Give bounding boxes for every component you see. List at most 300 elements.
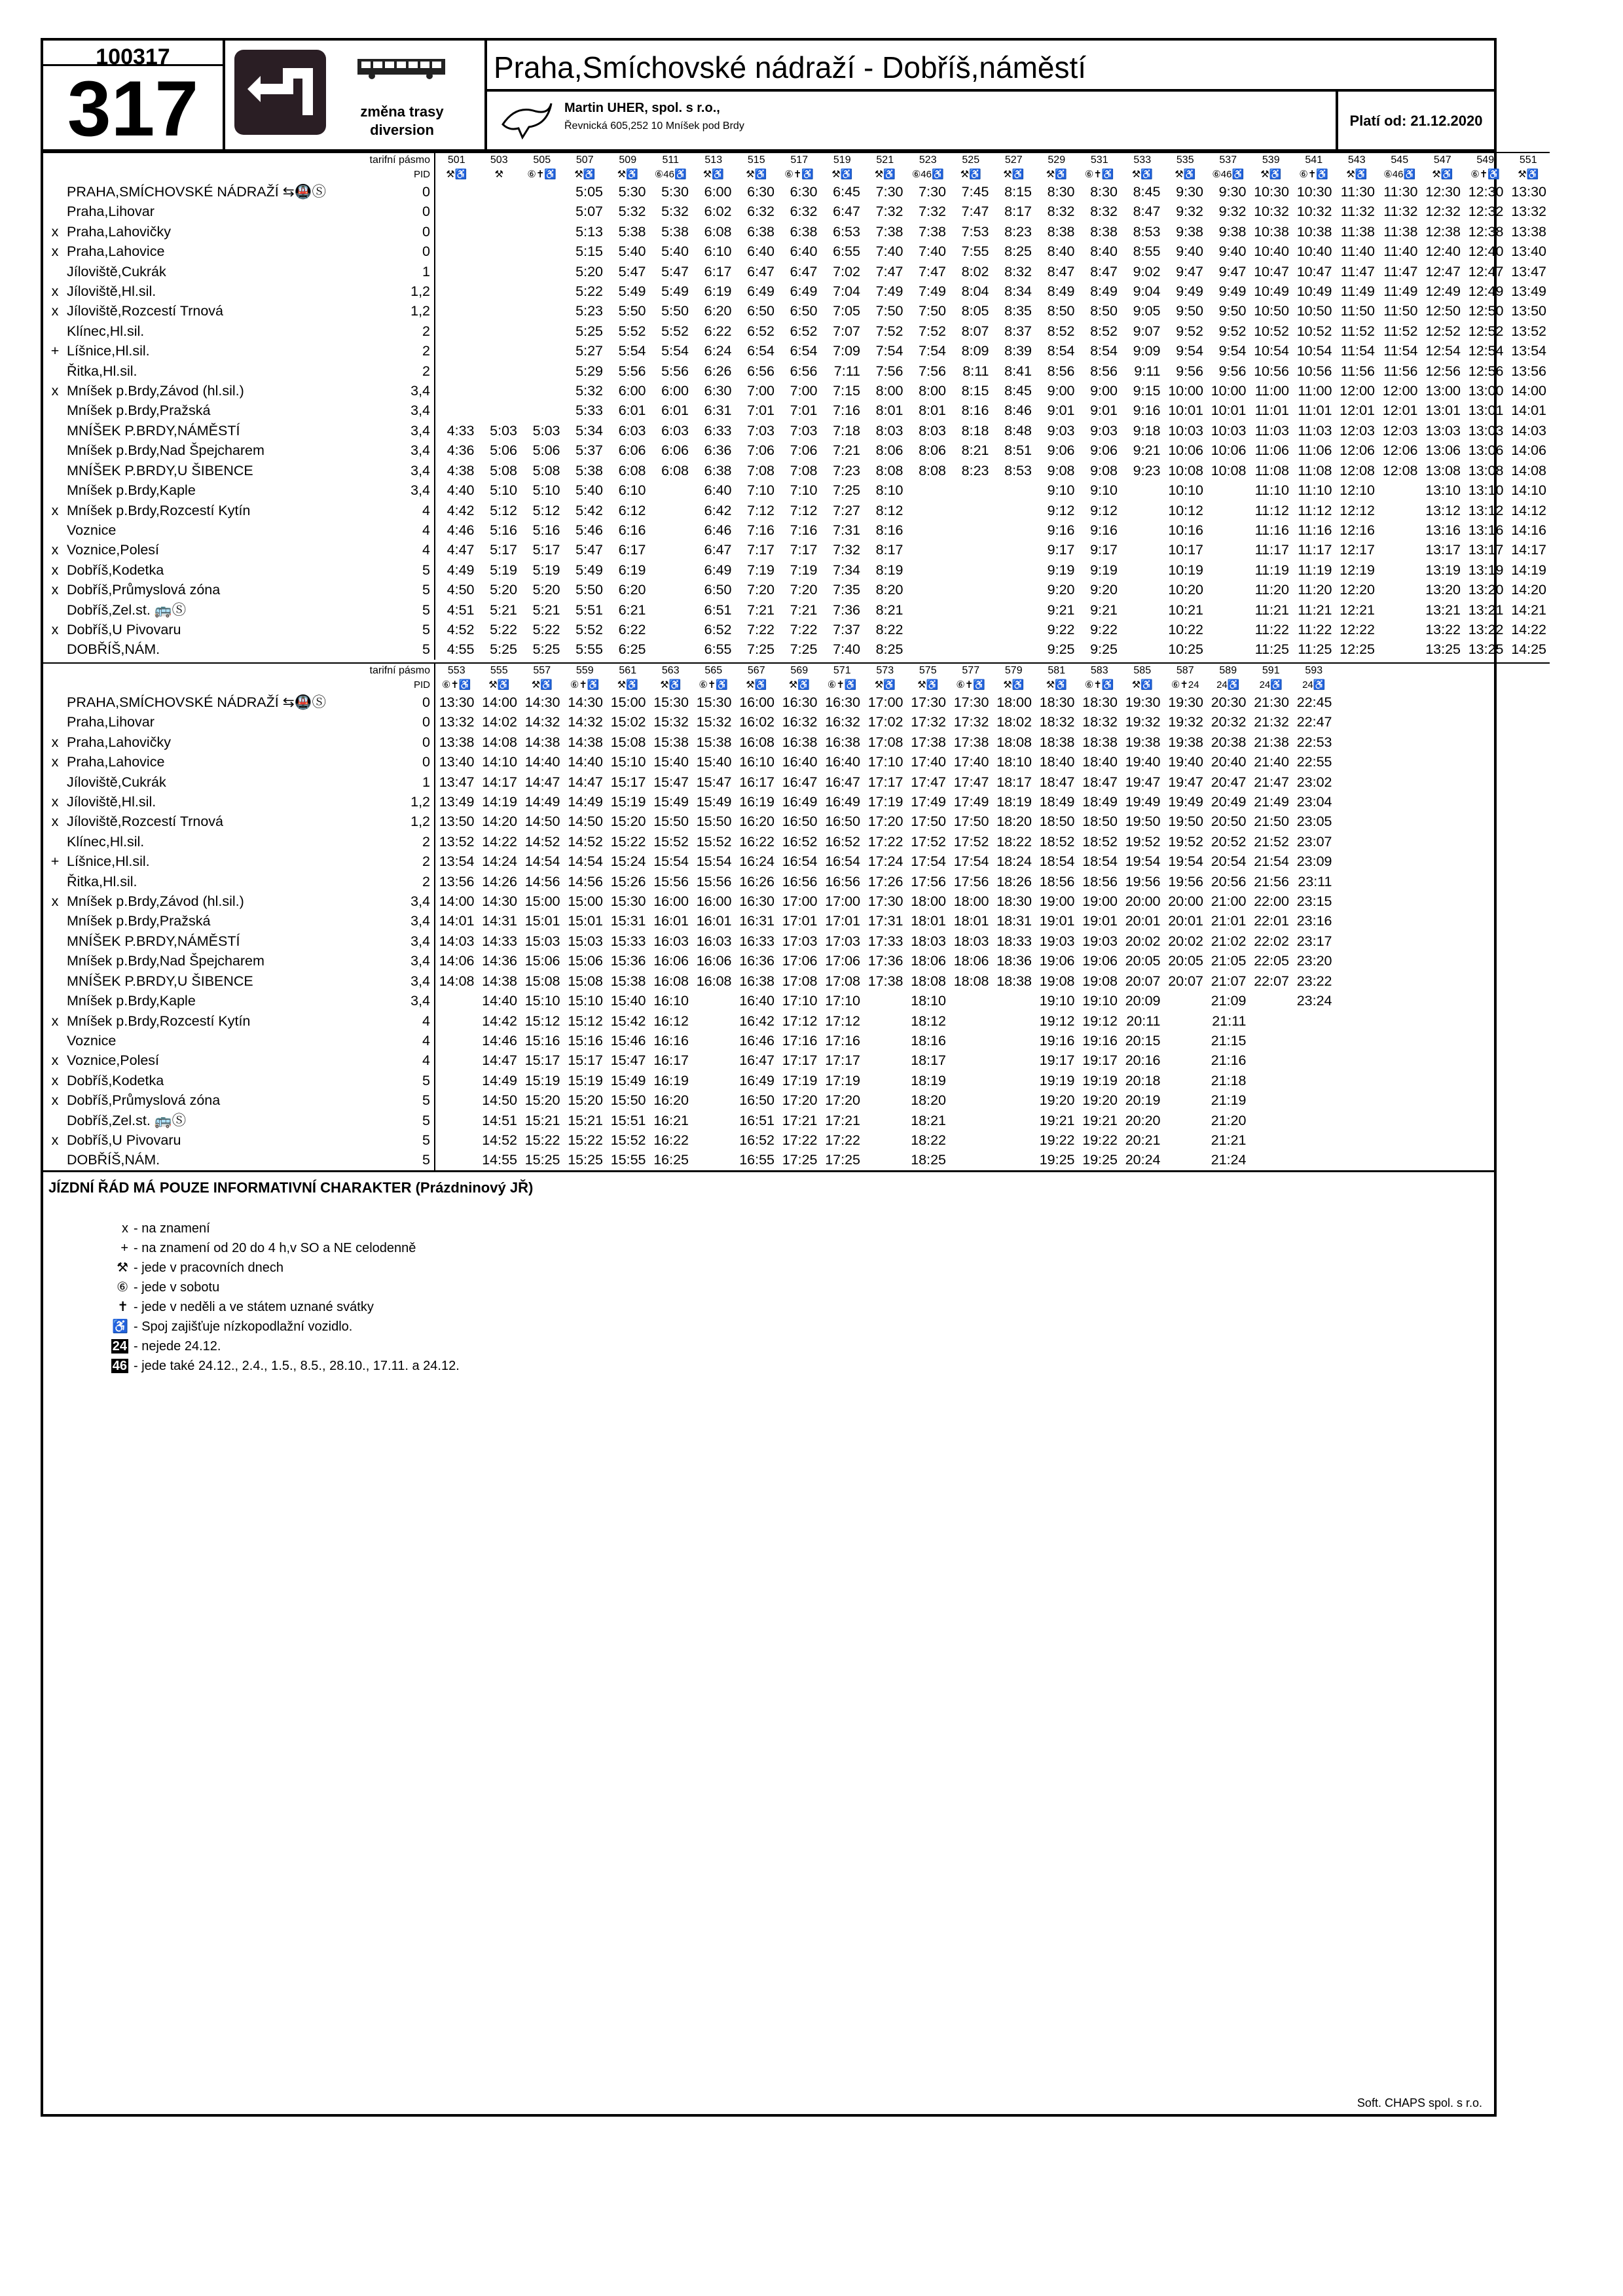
departure-time: 9:32 — [1176, 204, 1204, 220]
departure-time: 17:20 — [825, 1092, 861, 1109]
departure-time: 16:56 — [782, 873, 818, 889]
departure-time: 19:12 — [1082, 1013, 1118, 1029]
departure-time: 15:00 — [524, 893, 560, 910]
departure-time — [1336, 1011, 1379, 1031]
departure-time: 14:02 — [482, 714, 518, 730]
departure-time: 18:06 — [911, 953, 947, 969]
trip-number: 541 — [1292, 152, 1336, 168]
departure-time: 8:45 — [1133, 184, 1161, 200]
departure-time: 8:23 — [1004, 223, 1032, 240]
departure-time — [478, 202, 521, 221]
departure-time: 5:22 — [532, 621, 560, 637]
table-row — [43, 911, 1550, 931]
departure-time: 15:10 — [568, 993, 604, 1009]
trip-code: ⚒♿ — [1003, 169, 1025, 180]
departure-time: 7:27 — [833, 502, 861, 518]
table-row — [43, 712, 1550, 732]
departure-time: 12:06 — [1340, 442, 1376, 459]
departure-time: 5:38 — [618, 223, 646, 240]
departure-time — [1292, 1150, 1336, 1170]
departure-time: 15:40 — [653, 754, 689, 770]
departure-time: 8:17 — [875, 542, 903, 558]
departure-time: 5:20 — [490, 582, 518, 598]
stop-name: Dobříš,Zel.st. 🚌Ⓢ — [67, 1112, 187, 1128]
departure-time: 6:47 — [704, 542, 732, 558]
stop-name: Řitka,Hl.sil. — [67, 363, 137, 379]
departure-time: 9:17 — [1047, 542, 1075, 558]
departure-time — [993, 600, 1036, 620]
trip-number: 555 — [478, 663, 521, 678]
departure-time: 19:56 — [1125, 873, 1161, 889]
trip-number — [1464, 663, 1507, 678]
trip-code: ⚒♿ — [702, 169, 724, 180]
mark-cell — [43, 678, 67, 692]
departure-time: 17:10 — [782, 993, 818, 1009]
departure-time — [1507, 931, 1550, 951]
departure-time: 19:38 — [1168, 734, 1204, 750]
departure-time: 5:47 — [661, 263, 689, 279]
departure-time: 14:22 — [1511, 621, 1547, 637]
departure-time: 16:49 — [739, 1072, 775, 1088]
departure-time: 7:47 — [961, 204, 989, 220]
departure-time — [1207, 600, 1250, 620]
departure-time: 15:40 — [696, 754, 732, 770]
departure-time: 15:49 — [696, 794, 732, 810]
departure-time — [435, 401, 478, 420]
trip-code: ⚒♿ — [917, 679, 939, 691]
departure-time: 6:52 — [790, 323, 818, 339]
departure-time: 13:38 — [1511, 223, 1547, 240]
table-row — [43, 1031, 1550, 1050]
departure-time: 8:25 — [1004, 243, 1032, 260]
departure-time: 14:40 — [482, 993, 518, 1009]
trip-number: 515 — [735, 152, 778, 168]
stop-mark: x — [51, 1013, 59, 1029]
departure-time — [1464, 931, 1507, 951]
departure-time: 16:08 — [696, 973, 732, 989]
departure-time — [1464, 1111, 1507, 1130]
departure-time: 23:05 — [1296, 814, 1332, 830]
departure-time: 15:26 — [610, 873, 646, 889]
trip-number: 561 — [606, 663, 649, 678]
departure-time — [949, 501, 993, 520]
table-row — [43, 991, 1550, 1011]
departure-time: 17:24 — [867, 853, 903, 870]
departure-time: 19:22 — [1082, 1132, 1118, 1148]
departure-time: 19:40 — [1168, 754, 1204, 770]
departure-time: 12:32 — [1468, 204, 1504, 220]
departure-time: 7:16 — [747, 522, 775, 538]
departure-time: 17:02 — [867, 714, 903, 730]
departure-time: 19:47 — [1125, 774, 1161, 790]
departure-time: 12:50 — [1425, 303, 1461, 319]
departure-time: 5:38 — [661, 223, 689, 240]
stop-name: Klínec,Hl.sil. — [67, 323, 145, 339]
table-row — [43, 401, 1550, 420]
departure-time — [1507, 971, 1550, 991]
trip-number: 543 — [1336, 152, 1379, 168]
departure-time: 4:40 — [447, 482, 475, 499]
departure-time: 21:40 — [1254, 754, 1290, 770]
departure-time: 19:32 — [1125, 714, 1161, 730]
departure-time: 5:38 — [575, 462, 604, 478]
trip-code: ⚒♿ — [574, 169, 596, 180]
trip-number: 505 — [520, 152, 564, 168]
departure-time: 13:49 — [1511, 283, 1547, 300]
departure-time — [864, 1130, 907, 1150]
departure-time: 16:51 — [739, 1112, 775, 1128]
departure-time: 16:50 — [825, 814, 861, 830]
departure-time — [478, 262, 521, 281]
departure-time: 15:01 — [524, 913, 560, 929]
departure-time: 20:02 — [1168, 933, 1204, 949]
departure-time: 15:17 — [524, 1052, 560, 1069]
departure-time: 18:20 — [996, 814, 1032, 830]
departure-time: 18:08 — [996, 734, 1032, 750]
departure-time: 18:50 — [1039, 814, 1075, 830]
departure-time — [1378, 772, 1421, 792]
departure-time: 21:05 — [1211, 953, 1247, 969]
departure-time — [1336, 1050, 1379, 1070]
departure-time — [993, 520, 1036, 540]
departure-time — [435, 321, 478, 341]
departure-time — [993, 991, 1036, 1011]
departure-time — [1250, 1090, 1293, 1110]
stop-name: Jíloviště,Hl.sil. — [67, 794, 156, 810]
table-row — [43, 341, 1550, 361]
departure-time: 5:15 — [575, 243, 604, 260]
stop-mark: + — [50, 343, 60, 359]
departure-time: 16:46 — [739, 1032, 775, 1049]
departure-time: 13:21 — [1468, 601, 1504, 618]
departure-time: 13:10 — [1468, 482, 1504, 499]
departure-time — [1336, 712, 1379, 732]
departure-time: 9:52 — [1176, 323, 1204, 339]
departure-time: 6:40 — [747, 243, 775, 260]
departure-time: 17:30 — [911, 694, 947, 710]
departure-time: 20:01 — [1125, 913, 1161, 929]
table-row — [43, 361, 1550, 381]
trip-code — [1378, 678, 1421, 692]
departure-time: 18:24 — [996, 853, 1032, 870]
departure-time: 7:23 — [833, 462, 861, 478]
departure-time — [1421, 792, 1465, 812]
stop-mark — [43, 1111, 67, 1130]
departure-time: 19:10 — [1082, 993, 1118, 1009]
departure-time: 7:05 — [833, 303, 861, 319]
departure-time: 5:19 — [532, 562, 560, 578]
stop-zone: 4 — [401, 1031, 435, 1050]
departure-time — [1421, 1111, 1465, 1130]
departure-time: 10:03 — [1211, 422, 1247, 439]
departure-time: 18:06 — [953, 953, 989, 969]
departure-time: 5:20 — [575, 263, 604, 279]
departure-time: 17:50 — [911, 814, 947, 830]
departure-time — [1507, 1031, 1550, 1050]
departure-time: 19:50 — [1168, 814, 1204, 830]
departure-time: 9:49 — [1176, 283, 1204, 300]
departure-time — [993, 620, 1036, 639]
departure-time: 9:07 — [1133, 323, 1161, 339]
departure-time: 5:21 — [490, 601, 518, 618]
departure-time: 13:32 — [439, 714, 475, 730]
departure-time: 15:08 — [568, 973, 604, 989]
departure-time — [435, 182, 478, 202]
departure-time — [1336, 752, 1379, 772]
mark-cell — [43, 152, 67, 168]
departure-time: 9:02 — [1133, 263, 1161, 279]
departure-time — [1421, 971, 1465, 991]
departure-time: 20:20 — [1125, 1112, 1161, 1128]
departure-time: 16:12 — [653, 1013, 689, 1029]
departure-time: 8:41 — [1004, 363, 1032, 379]
trip-number: 547 — [1421, 152, 1465, 168]
departure-time: 16:10 — [739, 754, 775, 770]
departure-time: 6:32 — [747, 204, 775, 220]
stop-mark: x — [51, 1052, 59, 1069]
departure-time: 9:11 — [1134, 363, 1161, 379]
departure-time: 13:03 — [1425, 422, 1461, 439]
departure-time: 12:20 — [1340, 582, 1376, 598]
departure-time: 8:11 — [962, 363, 989, 379]
table-row — [43, 971, 1550, 991]
line-number: 317 — [43, 64, 223, 151]
departure-time: 16:47 — [825, 774, 861, 790]
departure-time — [1164, 991, 1207, 1011]
departure-time: 20:16 — [1125, 1052, 1161, 1069]
trip-number: 549 — [1464, 152, 1507, 168]
departure-time — [1121, 480, 1164, 500]
departure-time: 15:47 — [610, 1052, 646, 1069]
departure-time — [1507, 712, 1550, 732]
departure-time: 15:55 — [610, 1152, 646, 1168]
departure-time — [907, 620, 950, 639]
departure-time: 4:51 — [447, 601, 475, 618]
departure-time: 18:02 — [996, 714, 1032, 730]
departure-time: 13:00 — [1468, 383, 1504, 399]
departure-time: 12:30 — [1425, 184, 1461, 200]
departure-time: 11:17 — [1298, 542, 1332, 558]
departure-time: 11:25 — [1254, 641, 1290, 658]
departure-time: 18:16 — [911, 1032, 947, 1049]
departure-time: 20:38 — [1211, 734, 1247, 750]
trip-code: ⑥✝♿ — [827, 679, 857, 691]
departure-time: 11:30 — [1383, 184, 1418, 200]
departure-time: 5:51 — [575, 601, 604, 618]
departure-time: 20:07 — [1168, 973, 1204, 989]
stop-zone: 4 — [401, 501, 435, 520]
departure-time: 8:30 — [1090, 184, 1118, 200]
departure-time: 17:17 — [782, 1052, 818, 1069]
departure-time: 7:00 — [747, 383, 775, 399]
departure-time — [1121, 540, 1164, 560]
departure-time: 15:22 — [524, 1132, 560, 1148]
departure-time: 5:55 — [575, 641, 604, 658]
stop-zone: 0 — [401, 732, 435, 752]
departure-time — [1336, 692, 1379, 712]
departure-time: 11:17 — [1254, 542, 1290, 558]
departure-time: 5:50 — [618, 303, 646, 319]
trip-code: ⚒♿ — [960, 169, 981, 180]
departure-time: 11:54 — [1383, 343, 1418, 359]
departure-time: 7:01 — [790, 403, 818, 419]
stop-zone: 2 — [401, 321, 435, 341]
departure-time: 8:22 — [875, 621, 903, 637]
departure-time: 14:56 — [568, 873, 604, 889]
departure-time: 15:25 — [568, 1152, 604, 1168]
departure-time: 18:38 — [1082, 734, 1118, 750]
departure-time: 11:22 — [1298, 621, 1332, 637]
departure-time: 16:52 — [825, 833, 861, 850]
departure-time: 12:56 — [1425, 363, 1461, 379]
trip-code: ⚒ — [494, 169, 503, 180]
departure-time: 15:42 — [610, 1013, 646, 1029]
departure-time — [949, 580, 993, 600]
table-row — [43, 772, 1550, 792]
departure-time: 5:37 — [575, 442, 604, 459]
departure-time: 7:20 — [747, 582, 775, 598]
departure-time: 13:22 — [1425, 621, 1461, 637]
departure-time: 16:56 — [825, 873, 861, 889]
departure-time — [1507, 1071, 1550, 1090]
departure-time — [435, 1031, 478, 1050]
departure-time — [949, 1031, 993, 1050]
departure-time: 7:09 — [833, 343, 861, 359]
departure-time — [692, 1090, 735, 1110]
departure-time: 6:52 — [747, 323, 775, 339]
departure-time: 16:20 — [739, 814, 775, 830]
departure-time — [1378, 1130, 1421, 1150]
departure-time: 22:00 — [1254, 893, 1290, 910]
departure-time: 6:38 — [747, 223, 775, 240]
departure-time: 12:49 — [1425, 283, 1461, 300]
departure-time: 4:47 — [447, 542, 475, 558]
departure-time: 16:52 — [782, 833, 818, 850]
departure-time: 14:50 — [482, 1092, 518, 1109]
timetable-frame — [41, 38, 1547, 2117]
departure-time: 23:07 — [1296, 833, 1332, 850]
departure-time: 10:03 — [1168, 422, 1204, 439]
departure-time — [520, 202, 564, 221]
departure-time: 17:06 — [782, 953, 818, 969]
stop-zone: 1,2 — [401, 301, 435, 321]
departure-time — [1421, 1011, 1465, 1031]
departure-time: 17:03 — [782, 933, 818, 949]
legend-text: - jede v pracovních dnech — [134, 1261, 284, 1275]
stop-name: Voznice,Polesí — [67, 542, 160, 558]
departure-time — [435, 1071, 478, 1090]
departure-time: 11:12 — [1298, 502, 1332, 518]
departure-time: 11:00 — [1254, 383, 1290, 399]
departure-time: 16:30 — [739, 893, 775, 910]
stop-name: Dobříš,U Pivovaru — [67, 1132, 181, 1148]
stop-zone: 0 — [401, 712, 435, 732]
departure-time: 7:19 — [747, 562, 775, 578]
departure-time — [478, 281, 521, 301]
departure-time — [1507, 812, 1550, 831]
trip-number: 593 — [1292, 663, 1336, 678]
departure-time: 10:52 — [1296, 323, 1332, 339]
departure-time: 16:03 — [696, 933, 732, 949]
table-row — [43, 421, 1550, 440]
departure-time: 8:05 — [961, 303, 989, 319]
stop-name: Jíloviště,Rozcestí Trnová — [67, 303, 223, 319]
departure-time: 18:10 — [911, 993, 947, 1009]
trip-number: 553 — [435, 663, 478, 678]
stop-zone: 3,4 — [401, 401, 435, 420]
legend-symbol: + — [120, 1241, 128, 1255]
stop-zone: 4 — [401, 1011, 435, 1031]
departure-time: 17:22 — [867, 833, 903, 850]
departure-time: 17:03 — [825, 933, 861, 949]
departure-time — [1250, 1150, 1293, 1170]
departure-time — [907, 639, 950, 659]
departure-time: 8:01 — [875, 403, 903, 419]
departure-time: 18:33 — [996, 933, 1032, 949]
departure-time: 12:00 — [1340, 383, 1376, 399]
departure-time — [1336, 812, 1379, 831]
departure-time: 23:15 — [1296, 893, 1332, 910]
stop-name: PRAHA,SMÍCHOVSKÉ NÁDRAŽÍ ⇆🚇Ⓢ — [67, 184, 327, 200]
departure-time: 10:50 — [1254, 303, 1290, 319]
departure-time — [949, 540, 993, 560]
stop-mark — [43, 421, 67, 440]
departure-time: 13:50 — [439, 814, 475, 830]
departure-time: 9:12 — [1090, 502, 1118, 518]
departure-time — [1336, 1031, 1379, 1050]
departure-time: 20:40 — [1211, 754, 1247, 770]
departure-time: 9:19 — [1047, 562, 1075, 578]
departure-time: 8:47 — [1133, 204, 1161, 220]
departure-time: 17:56 — [953, 873, 989, 889]
departure-time — [1292, 1031, 1336, 1050]
departure-time: 8:21 — [961, 442, 989, 459]
departure-time: 5:56 — [661, 363, 689, 379]
departure-time: 17:40 — [953, 754, 989, 770]
departure-time — [435, 991, 478, 1011]
departure-time: 15:01 — [568, 913, 604, 929]
departure-time — [478, 242, 521, 261]
departure-time: 5:06 — [532, 442, 560, 459]
departure-time: 18:30 — [996, 893, 1032, 910]
trip-number: 527 — [993, 152, 1036, 168]
trip-code — [1336, 678, 1379, 692]
departure-time: 5:49 — [618, 283, 646, 300]
departure-time: 15:30 — [653, 694, 689, 710]
departure-time: 19:49 — [1168, 794, 1204, 810]
departure-time: 19:16 — [1082, 1032, 1118, 1049]
stop-zone: 0 — [401, 222, 435, 242]
departure-time: 17:47 — [953, 774, 989, 790]
departure-time — [1121, 580, 1164, 600]
departure-time: 5:05 — [575, 184, 604, 200]
departure-time: 7:53 — [961, 223, 989, 240]
departure-time: 6:30 — [747, 184, 775, 200]
departure-time: 12:49 — [1468, 283, 1504, 300]
departure-time: 5:50 — [661, 303, 689, 319]
departure-time — [1207, 580, 1250, 600]
trip-code: ⑥✝♿ — [527, 169, 557, 180]
stop-mark — [43, 480, 67, 500]
departure-time: 12:01 — [1340, 403, 1376, 419]
stop-zone: 5 — [401, 580, 435, 600]
departure-time: 15:38 — [653, 734, 689, 750]
trip-number: 585 — [1121, 663, 1164, 678]
departure-time — [649, 620, 693, 639]
departure-time: 6:40 — [790, 243, 818, 260]
legend-item — [96, 1219, 210, 1238]
stop-zone: 4 — [401, 520, 435, 540]
